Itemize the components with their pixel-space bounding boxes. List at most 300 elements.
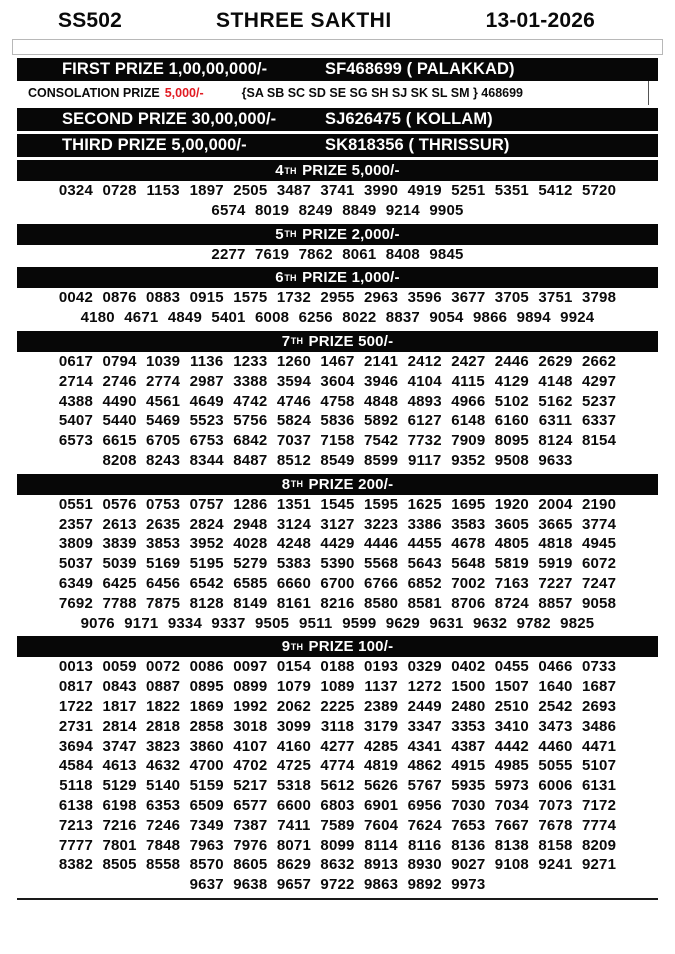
winning-number: 4805 (494, 535, 529, 553)
winning-number: 2731 (58, 717, 94, 735)
winning-number: 4919 (407, 182, 442, 199)
winning-number: 7163 (494, 574, 529, 592)
prize-ordinal: 5 (275, 225, 284, 243)
winning-numbers-row (17, 372, 658, 392)
winning-number: 5107 (581, 757, 617, 775)
prize-header-5th: 5 TH PRIZE 2,000/- (17, 224, 658, 245)
winning-number: 1992 (233, 697, 268, 715)
winning-number: 9632 (472, 614, 508, 632)
winning-number: 8158 (538, 836, 573, 854)
winning-numbers-row (17, 717, 658, 737)
winning-number: 8116 (408, 836, 442, 854)
consolation-prize-row (17, 81, 649, 105)
winning-number: 8019 (255, 201, 290, 219)
winning-number: 1695 (451, 495, 486, 513)
winning-number: 5159 (189, 777, 224, 795)
winning-number: 3705 (494, 289, 529, 307)
winning-number: 4848 (364, 392, 399, 410)
winning-number: 9633 (538, 451, 573, 469)
winning-number: 7801 (102, 836, 137, 854)
winning-number: 9505 (255, 614, 290, 632)
winning-number: 1089 (320, 678, 355, 696)
winning-number: 1351 (276, 495, 311, 513)
winning-number: 2505 (233, 182, 268, 199)
winning-number: 7037 (276, 432, 311, 450)
winning-number: 5973 (494, 777, 529, 795)
winning-number: 1897 (189, 182, 224, 199)
page-header (0, 7, 675, 35)
winning-number: 9637 (189, 876, 224, 894)
winning-number: 3486 (581, 717, 617, 735)
winning-number: 7848 (146, 836, 181, 854)
winning-number: 2542 (538, 697, 573, 715)
winning-number: 3747 (102, 737, 137, 755)
winning-numbers-row (17, 737, 658, 757)
first-prize-winner: SF468699 ( PALAKKAD) (325, 60, 515, 78)
winning-number: 3018 (233, 717, 268, 735)
winning-number: 6337 (581, 412, 617, 430)
winning-number: 1545 (320, 495, 355, 513)
winning-number: 2693 (581, 697, 617, 715)
winning-number: 9973 (451, 876, 486, 894)
winning-number: 7604 (364, 816, 399, 834)
winning-number: 8128 (189, 594, 224, 612)
winning-number: 3223 (364, 515, 399, 533)
winning-number: 4849 (167, 309, 202, 327)
winning-number: 8549 (320, 451, 355, 469)
winning-number: 2955 (320, 289, 355, 307)
winning-number: 7387 (233, 816, 268, 834)
winning-number: 8849 (342, 201, 377, 219)
winning-number: 4985 (494, 757, 529, 775)
winning-number: 4160 (276, 737, 311, 755)
winning-number: 6852 (407, 574, 442, 592)
winning-number: 7216 (102, 816, 137, 834)
winning-number: 4115 (451, 372, 485, 390)
prize-amount-text: PRIZE 500/- (304, 332, 394, 350)
third-prize-winner: SK818356 ( THRISSUR) (325, 136, 510, 154)
winning-number: 6072 (581, 555, 617, 573)
winning-number: 7678 (538, 816, 573, 834)
winning-number: 9271 (581, 856, 617, 874)
winning-number: 6456 (146, 574, 181, 592)
winning-number: 3118 (320, 717, 355, 735)
winning-number: 3347 (407, 717, 442, 735)
prize-amount-text: PRIZE 5,000/- (297, 162, 400, 179)
winning-number: 9905 (429, 201, 464, 219)
winning-number: 8512 (276, 451, 311, 469)
winning-numbers-row (17, 308, 658, 328)
prize-amount-text: PRIZE 100/- (304, 638, 394, 656)
winning-number: 1272 (407, 678, 442, 696)
winning-number: 0013 (58, 658, 94, 676)
winning-number: 7034 (494, 796, 529, 814)
winning-number: 4725 (276, 757, 311, 775)
winning-number: 5824 (276, 412, 311, 430)
winning-number: 8216 (320, 594, 355, 612)
winning-number: 9631 (429, 614, 464, 632)
winning-number: 4700 (189, 757, 224, 775)
winning-number: 6353 (146, 796, 181, 814)
winning-number: 4758 (320, 392, 355, 410)
winning-number: 9117 (408, 451, 442, 469)
winning-number: 4966 (451, 392, 486, 410)
winning-number: 4893 (407, 392, 442, 410)
winning-number: 8095 (494, 432, 529, 450)
winning-number: 4774 (320, 757, 355, 775)
winning-number: 4107 (233, 737, 268, 755)
winning-number: 5118 (59, 777, 93, 795)
winning-number: 7247 (581, 574, 617, 592)
winning-numbers-row (17, 855, 658, 875)
winning-number: 4862 (407, 757, 442, 775)
winning-number: 2480 (451, 697, 486, 715)
winning-numbers-row (17, 776, 658, 796)
winning-number: 6574 (211, 201, 246, 219)
winning-number: 3694 (58, 737, 94, 755)
winning-number: 6700 (320, 574, 355, 592)
winning-number: 3583 (451, 515, 486, 533)
winning-numbers-row (17, 836, 658, 856)
winning-number: 5129 (102, 777, 137, 795)
winning-number: 4104 (407, 372, 442, 390)
winning-number: 9894 (516, 309, 551, 327)
prize-ordinal: 8 (281, 475, 291, 493)
winning-number: 1500 (451, 678, 486, 696)
winning-number: 8124 (538, 432, 573, 450)
winning-number: 4285 (364, 737, 399, 755)
winning-number: 4702 (233, 757, 268, 775)
winning-numbers-row (17, 201, 658, 221)
winning-number: 3388 (233, 372, 268, 390)
winning-number: 2446 (494, 352, 529, 370)
second-prize-winner: SJ626475 ( KOLLAM) (325, 110, 493, 128)
winning-number: 6842 (233, 432, 268, 450)
winning-number: 3124 (276, 515, 311, 533)
winning-number: 9508 (494, 451, 529, 469)
winning-number: 9892 (407, 876, 442, 894)
second-prize-label: SECOND PRIZE 30,00,000/- (62, 110, 277, 128)
winning-number: 6160 (494, 412, 529, 430)
winning-number: 0887 (146, 678, 181, 696)
winning-number: 2427 (451, 352, 486, 370)
winning-number: 9054 (429, 309, 464, 327)
winning-number: 9657 (276, 876, 311, 894)
winning-number: 2629 (538, 352, 573, 370)
winning-number: 5169 (146, 555, 181, 573)
winning-number: 2357 (58, 515, 94, 533)
winning-number: 8209 (581, 836, 617, 854)
winning-number: 9629 (385, 614, 420, 632)
winning-number: 7213 (58, 816, 94, 834)
prize-amount-text: PRIZE 200/- (304, 475, 394, 493)
prize-ordinal: 6 (275, 269, 284, 287)
winning-number: 5612 (320, 777, 355, 795)
winning-number: 8408 (385, 245, 420, 263)
empty-bordered-strip (12, 39, 663, 55)
winning-number: 8249 (298, 201, 333, 219)
winning-number: 3099 (276, 717, 311, 735)
winning-number: 9866 (472, 309, 508, 327)
winning-number: 2635 (146, 515, 181, 533)
winning-number: 8382 (58, 856, 94, 874)
winning-number: 0455 (494, 658, 529, 676)
winning-number: 1507 (494, 678, 529, 696)
winning-number: 5919 (538, 555, 573, 573)
winning-number: 2225 (320, 697, 355, 715)
winning-number: 4028 (233, 535, 268, 553)
winning-number: 2412 (407, 352, 442, 370)
winning-number: 0817 (58, 678, 94, 696)
winning-number: 6585 (233, 574, 268, 592)
winning-number: 7777 (58, 836, 94, 854)
winning-number: 8161 (276, 594, 311, 612)
winning-number: 6311 (538, 412, 573, 430)
first-prize-bar (17, 58, 658, 81)
winning-number: 1595 (364, 495, 399, 513)
winning-number: 1233 (233, 352, 268, 370)
winning-number: 6901 (364, 796, 399, 814)
winning-number: 8138 (494, 836, 529, 854)
winning-numbers-row (17, 431, 658, 451)
winning-number: 5836 (320, 412, 355, 430)
winning-number: 7030 (451, 796, 486, 814)
winning-number: 4248 (276, 535, 311, 553)
winning-numbers-row (17, 697, 658, 717)
winning-number: 7875 (146, 594, 181, 612)
winning-number: 8913 (364, 856, 399, 874)
winning-number: 2662 (581, 352, 617, 370)
winning-number: 5217 (233, 777, 268, 795)
winning-number: 5140 (146, 777, 181, 795)
winning-number: 6542 (189, 574, 224, 592)
winning-number: 0402 (451, 658, 486, 676)
winning-number: 4671 (124, 309, 159, 327)
winning-number: 1136 (190, 352, 224, 370)
winning-number: 1153 (146, 182, 180, 199)
winning-number: 8344 (189, 451, 224, 469)
winning-number: 3853 (146, 535, 181, 553)
third-prize-bar (17, 134, 658, 157)
winning-number: 6349 (58, 574, 94, 592)
winning-number: 0915 (189, 289, 224, 307)
winning-number: 0097 (233, 658, 268, 676)
winning-number: 9352 (451, 451, 486, 469)
winning-numbers-row (17, 574, 658, 594)
winning-number: 4649 (189, 392, 224, 410)
winning-number: 1286 (233, 495, 268, 513)
draw-date: 13-01-2026 (485, 9, 595, 32)
winning-number: 9924 (560, 309, 595, 327)
winning-number: 4387 (451, 737, 486, 755)
prize-header-6th: 6 TH PRIZE 1,000/- (17, 267, 658, 288)
prize-header-9th: 9 TH PRIZE 100/- (17, 636, 658, 657)
winning-number: 2858 (189, 717, 224, 735)
winning-number: 6577 (233, 796, 268, 814)
winning-number: 5318 (276, 777, 311, 795)
winning-number: 1467 (320, 352, 355, 370)
winning-numbers-row (17, 756, 658, 776)
winning-number: 3594 (276, 372, 311, 390)
winning-number: 4490 (102, 392, 137, 410)
winning-number: 4129 (494, 372, 529, 390)
winning-number: 2746 (102, 372, 137, 390)
winning-number: 3798 (581, 289, 617, 307)
winning-number: 5279 (233, 555, 268, 573)
winning-number: 0072 (146, 658, 181, 676)
winning-number: 5412 (538, 182, 573, 199)
winning-number: 1260 (276, 352, 311, 370)
winning-number: 3596 (407, 289, 442, 307)
winning-number: 4915 (451, 757, 486, 775)
winning-numbers-row (17, 594, 658, 614)
winning-number: 2948 (233, 515, 268, 533)
winning-number: 8136 (451, 836, 486, 854)
prize-header-8th: 8 TH PRIZE 200/- (17, 474, 658, 495)
winning-number: 2613 (102, 515, 137, 533)
winning-number: 3179 (364, 717, 399, 735)
winning-number: 8505 (102, 856, 137, 874)
winning-numbers-row (17, 392, 658, 412)
winning-number: 3741 (320, 182, 355, 199)
winning-number: 5767 (407, 777, 442, 795)
winning-number: 8605 (233, 856, 268, 874)
winning-number: 4632 (146, 757, 181, 775)
draw-code: SS502 (58, 9, 123, 32)
winning-number: 6131 (581, 777, 617, 795)
winning-number: 7653 (451, 816, 486, 834)
winning-number: 1687 (581, 678, 617, 696)
winning-number: 2004 (538, 495, 573, 513)
winning-number: 4742 (233, 392, 268, 410)
winning-number: 6573 (58, 432, 94, 450)
winning-number: 9638 (233, 876, 268, 894)
winning-number: 9171 (124, 614, 159, 632)
winning-number: 2389 (364, 697, 399, 715)
winning-number: 6705 (146, 432, 181, 450)
winning-number: 7246 (146, 816, 181, 834)
winning-number: 4455 (407, 535, 442, 553)
winning-number: 0895 (189, 678, 224, 696)
winning-number: 4341 (407, 737, 442, 755)
winning-number: 9722 (320, 876, 355, 894)
winning-number: 8570 (189, 856, 224, 874)
bottom-divider (17, 898, 658, 900)
winning-number: 6198 (102, 796, 137, 814)
consolation-series-numbers: {SA SB SC SD SE SG SH SJ SK SL SM } 468699 (241, 86, 524, 100)
winning-numbers-row (17, 614, 658, 634)
consolation-label: CONSOLATION PRIZE (28, 86, 160, 100)
winning-number: 1039 (146, 352, 181, 370)
winning-number: 5568 (364, 555, 399, 573)
winning-number: 9214 (385, 201, 420, 219)
results-content (17, 58, 658, 900)
winning-number: 3946 (364, 372, 399, 390)
winning-number: 3605 (494, 515, 529, 533)
winning-number: 0843 (102, 678, 137, 696)
prize-header-7th: 7 TH PRIZE 500/- (17, 331, 658, 352)
winning-numbers-row (17, 554, 658, 574)
winning-number: 5756 (233, 412, 268, 430)
winning-number: 2190 (581, 495, 617, 513)
winning-number: 5819 (494, 555, 529, 573)
winning-numbers-row (17, 515, 658, 535)
winning-number: 5720 (581, 182, 617, 199)
winning-number: 5935 (451, 777, 486, 795)
winning-number: 7963 (189, 836, 224, 854)
winning-number: 2824 (189, 515, 224, 533)
winning-number: 4442 (494, 737, 529, 755)
winning-number: 0086 (189, 658, 224, 676)
winning-number: 5892 (364, 412, 399, 430)
winning-number: 6148 (451, 412, 486, 430)
winning-number: 9334 (167, 614, 202, 632)
winning-number: 5401 (211, 309, 246, 327)
winning-number: 2818 (146, 717, 181, 735)
winning-number: 7002 (451, 574, 486, 592)
winning-number: 4471 (581, 737, 617, 755)
winning-number: 0154 (276, 658, 311, 676)
winning-number: 5162 (538, 392, 573, 410)
winning-number: 7542 (364, 432, 399, 450)
winning-number: 7732 (407, 432, 442, 450)
winning-number: 7774 (581, 816, 617, 834)
winning-number: 5469 (146, 412, 181, 430)
winning-number: 5440 (102, 412, 137, 430)
winning-number: 7172 (581, 796, 617, 814)
winning-number: 2449 (407, 697, 442, 715)
winning-number: 4819 (364, 757, 399, 775)
winning-numbers-row (17, 288, 658, 308)
winning-number: 5643 (407, 555, 442, 573)
winning-number: 0466 (538, 658, 573, 676)
winning-number: 6766 (364, 574, 399, 592)
winning-number: 5039 (102, 555, 137, 573)
winning-number: 8724 (494, 594, 529, 612)
winning-numbers-row (17, 875, 658, 895)
winning-number: 5351 (494, 182, 529, 199)
winning-number: 3677 (451, 289, 486, 307)
winning-number: 0188 (320, 658, 355, 676)
winning-number: 0883 (146, 289, 181, 307)
winning-number: 6803 (320, 796, 355, 814)
winning-number: 9241 (538, 856, 573, 874)
prize-amount-text: PRIZE 1,000/- (297, 269, 400, 287)
prize-header-4th: 4 TH PRIZE 5,000/- (17, 160, 658, 181)
winning-number: 9845 (429, 245, 464, 263)
winning-number: 2062 (276, 697, 311, 715)
winning-number: 3839 (102, 535, 137, 553)
winning-number: 8071 (276, 836, 311, 854)
winning-number: 6615 (102, 432, 137, 450)
winning-number: 0617 (58, 352, 94, 370)
winning-number: 6256 (298, 309, 333, 327)
winning-number: 7349 (189, 816, 224, 834)
winning-number: 8154 (581, 432, 617, 450)
lottery-name: STHREE SAKTHI (215, 9, 392, 32)
winning-number: 1640 (538, 678, 573, 696)
consolation-amount: 5,000/- (164, 86, 204, 100)
winning-numbers-row (17, 245, 658, 265)
winning-number: 5251 (451, 182, 486, 199)
winning-number: 4613 (102, 757, 137, 775)
winning-number: 4561 (146, 392, 181, 410)
winning-number: 5102 (494, 392, 529, 410)
winning-number: 0576 (102, 495, 137, 513)
winning-number: 4678 (451, 535, 486, 553)
winning-number: 4277 (320, 737, 355, 755)
winning-number: 4818 (538, 535, 573, 553)
